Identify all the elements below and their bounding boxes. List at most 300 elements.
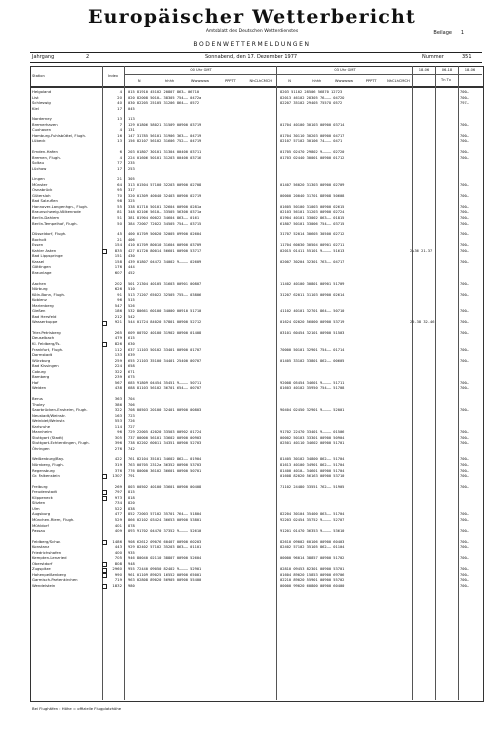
station-index: 202	[114, 280, 122, 286]
station-name: Neustadt/Weinstr.	[32, 412, 66, 418]
obs-03: 92203 02454 35752 9———— 52707	[280, 517, 345, 522]
pressure-code: 700—	[460, 572, 469, 577]
pressure-code: 700—	[460, 517, 469, 522]
col-t2: 06-18	[441, 68, 453, 72]
obs-03: 01407 56020 31303 00900 02709	[280, 182, 345, 187]
pressure-code: 700—	[460, 122, 469, 127]
obs-00: 704	[128, 396, 135, 401]
pressure-code: 700—	[460, 204, 469, 209]
obs-03: 02810 09453 82301 00900 53701	[280, 567, 345, 572]
obs-00: 820	[128, 501, 135, 506]
station-name: Soltau	[32, 160, 45, 166]
obs-03: 82402 57102 35105 862—— 01104	[280, 545, 345, 550]
station-name: Bad Lippspringe	[32, 253, 63, 259]
obs-03: 70000 50101 32901 754—— 01714	[280, 347, 345, 352]
station-index: 16	[117, 132, 122, 138]
obs-03: 71102 24480 33551 762—— 51905	[280, 484, 345, 489]
obs-03: 01704 40100 30103 00900 03714	[280, 122, 345, 127]
obs-03: 00000 96014 38857 00900 51702	[280, 556, 345, 561]
obs-00: 675	[128, 375, 135, 380]
station-index: 553	[114, 418, 122, 424]
obs-00: 955 72440 09050 82402 9———— 52901	[128, 567, 202, 572]
station-name: Bocholt	[32, 236, 47, 242]
obs-03: 11704 60030 30504 00901 02711	[280, 243, 345, 248]
station-name: Aachen	[32, 280, 47, 286]
station-name: Düsseldorf, Flugh.	[32, 231, 67, 237]
obs-00: 020 82008 5010— 38305 754—— 0472a	[128, 95, 202, 100]
pressure-code: 700—	[460, 320, 469, 325]
obs-03: 81405 30102 34800 862—— 51704	[280, 457, 345, 462]
obs-00: 609 00702 40100 31902 00900 01408	[128, 330, 202, 335]
station-index: 547	[114, 302, 122, 308]
info-line	[30, 54, 482, 62]
station-name: Mannheim	[32, 429, 52, 435]
obs-00: 430	[128, 254, 135, 259]
pressure-code: 700—	[460, 386, 469, 391]
obs-00: 515	[128, 298, 135, 303]
station-name: Frankfurt, Flugh.	[32, 346, 64, 352]
obs-03: 81613 40100 34901 862—— 51704	[280, 463, 345, 467]
station-name: Gütersloh	[32, 192, 51, 198]
report-date: Sonnabend, den 17. Dezember 1977	[205, 54, 298, 60]
sub-col-label: PPPTT	[365, 79, 377, 83]
obs-00: 637 11103 50102 33401 00900 01707	[128, 347, 202, 352]
beilage-number: 1	[460, 30, 464, 36]
obs-00: 348 02106 5610— 33505 56300 0371a	[128, 210, 202, 215]
pressure-code: 700—	[460, 193, 469, 198]
station-name: Freiburg	[32, 483, 48, 489]
pressure-code: 700—	[460, 408, 469, 413]
obs-03: 00002 50103 33301 00900 50904	[280, 435, 345, 440]
station-name: Kempten-Lenzried	[32, 555, 67, 561]
station-name: Essen	[32, 242, 44, 248]
station-name: Helgoland	[32, 89, 52, 94]
obs-03: 31707 52014 30605 30500 02712	[280, 232, 345, 237]
obs-00: 147 31785 56101 31906 363—— 04719	[128, 133, 202, 138]
station-name: Weiden	[32, 385, 47, 391]
station-name: List	[32, 94, 39, 100]
obs-03: 02007 30204 32301 763—— 04717	[280, 259, 345, 264]
station-index: 91	[117, 291, 122, 297]
pressure-code: 700—	[460, 259, 469, 264]
obs-00: 542	[128, 314, 135, 319]
obs-00: 400 01709 50020 32005 09900 02604	[128, 232, 202, 237]
station-index: 276	[114, 445, 122, 451]
obs-00: 908 62612 09076 60407 00900 60203	[128, 539, 202, 544]
obs-03: 31207 62011 31103 00900 02614	[280, 292, 345, 297]
station-name: Öhringen	[32, 445, 50, 451]
pressure-code: 700—	[460, 309, 469, 314]
pressure-code: 700—	[460, 512, 469, 517]
station-name: Bad Hersfeld	[32, 313, 57, 319]
sub-col-label: N	[288, 79, 291, 83]
obs-00: 410 01709 80010 31604 00900 03709	[128, 243, 202, 248]
pressure-code: 700—	[460, 484, 469, 489]
station-index: 808	[114, 560, 122, 566]
obs-00: 803 00502 40100 33601 00900 00408	[128, 484, 202, 489]
station-index: 626	[114, 286, 122, 292]
station-index: 479	[114, 335, 122, 341]
station-index: 133	[114, 352, 122, 358]
station-index: 45	[117, 231, 122, 237]
col-t3: 18-06	[464, 68, 476, 72]
station-index: 409	[114, 528, 122, 534]
header-rule-bottom	[30, 62, 482, 63]
obs-00: 658	[128, 364, 135, 369]
obs-03: 01703 02440 30001 00900 01712	[280, 155, 345, 160]
obs-00: 878	[128, 523, 135, 528]
obs-00: 113	[128, 117, 135, 122]
station-index: 70	[117, 192, 122, 198]
station-name: Braunlage	[32, 269, 52, 275]
nummer-value: 351	[462, 54, 472, 60]
obs-03: 01604 89020 15853 00900 69706	[280, 572, 345, 577]
obs-00: 439 01807 04472 34002 9———— 02609	[128, 259, 202, 264]
station-index: 13	[117, 116, 122, 122]
station-name: Karlsruhe	[32, 423, 51, 429]
obs-03: 92008 05454 34601 9———— 51711	[280, 380, 345, 385]
sub-col-label: hhhh	[312, 79, 322, 83]
station-name: Schleswig	[32, 100, 51, 106]
station-name: Würzburg	[32, 357, 51, 363]
station-index: 17	[117, 165, 122, 171]
col-divider	[412, 86, 413, 700]
obs-00: 706	[128, 402, 135, 407]
station-index: 797	[114, 489, 122, 495]
obs-03: 81400 4010— 34601 00900 51704	[280, 468, 345, 473]
station-index: 212	[114, 313, 122, 319]
col-index: Index	[108, 74, 118, 78]
jahrgang-value: 2	[86, 54, 90, 60]
station-name: Trier-Petrisberg	[32, 329, 61, 335]
page-subtitle: Amtsblatt des Deutschen Wetterdienstes	[205, 29, 299, 34]
obs-00: 615	[128, 336, 135, 341]
obs-03: 01705 02470 29802 9———— 02720	[280, 149, 345, 154]
station-index: 40	[117, 100, 122, 106]
station-index: 17	[117, 105, 122, 111]
station-name: Tholey	[32, 401, 45, 407]
station-index: 96	[117, 297, 122, 303]
obs-00: 444	[128, 265, 135, 270]
col-group-00: 00 Uhr GMT	[190, 68, 212, 72]
station-index: 51	[117, 215, 122, 220]
pressure-code: 700—	[460, 468, 469, 473]
obs-00: 253	[128, 166, 135, 171]
col-divider	[124, 86, 125, 700]
station-name: Bad Kissingen	[32, 363, 59, 369]
station-name: Stuttgart-Echterdingen, Flugh.	[32, 440, 90, 446]
obs-00: 963 02808 89020 56905 00900 55400	[128, 578, 202, 583]
station-name: Hof	[32, 379, 39, 385]
pressure-code: 700—	[460, 435, 469, 440]
obs-03: 90404 02450 32901 9———— 52001	[280, 408, 345, 413]
col-station: Station	[32, 74, 45, 78]
station-index: 20	[117, 94, 122, 100]
obs-00: 015 81910 45102 20807 863— 06710	[128, 90, 200, 94]
obs-00: 406	[128, 237, 135, 242]
obs-00: 510	[128, 287, 135, 292]
station-name: Nürburg	[32, 286, 48, 292]
station-index: 7	[119, 121, 122, 127]
station-index: 826	[114, 341, 122, 346]
station-index: 269	[114, 483, 122, 489]
obs-03: 82207 35102 29405 7557O 0572	[280, 101, 343, 106]
pressure-code: 700—	[460, 584, 469, 588]
station-index: 1307	[112, 473, 122, 479]
station-name: Oberstdorf	[32, 560, 53, 566]
station-index: 322	[114, 407, 122, 413]
obs-03: 91702 22470 33401 9———— 01506	[280, 430, 345, 435]
sub-col-label: N	[137, 79, 141, 83]
station-name: Freudenstadt	[32, 489, 57, 495]
station-name: Lingen	[32, 176, 45, 182]
station-index: 376	[114, 467, 122, 473]
obs-00: 729 22005 42020 33503 00902 01724	[128, 430, 202, 435]
station-name: Regensburg	[32, 467, 55, 473]
pressure-code: 700—	[460, 292, 469, 297]
obs-00: 685 91809 04454 35451 9———— 50711	[128, 380, 202, 385]
station-name: Koblenz	[32, 297, 47, 303]
obs-03: 8203 51102 28506 56870 12723	[280, 90, 343, 94]
pressure-code: 700—	[460, 248, 469, 253]
mountain-station-square-icon	[102, 321, 107, 326]
obs-03: 01704 30110 30203 00900 04717	[280, 133, 345, 138]
obs-00: 131	[128, 128, 135, 133]
station-index: 401	[114, 522, 122, 528]
col-group-03: 03 Uhr GMT	[334, 68, 356, 72]
obs-03: 81603 40102 35950 754—— 51708	[280, 386, 345, 391]
obs-00: 544 01724 84020 57801 00900 52712	[128, 320, 202, 325]
pressure-code: 700—	[460, 149, 469, 154]
pressure-code: 700—	[460, 155, 469, 160]
station-index: 151	[114, 253, 122, 259]
pressure-code: 700—	[460, 330, 469, 335]
obs-00: 325	[128, 199, 135, 204]
obs-00: 818	[128, 495, 135, 500]
obs-00: 688 81103 56102 36701 654—— 00707	[128, 386, 202, 391]
station-name: Kassel	[32, 258, 45, 264]
obs-00: 501 21304 40105 31603 00901 00807	[128, 281, 202, 286]
station-name: Weißenburg/Bay.	[32, 456, 64, 462]
obs-00: 513 71207 65022 32505 755—— 03806	[128, 292, 202, 297]
station-name: Augsburg	[32, 511, 51, 517]
station-index: 114	[114, 423, 122, 429]
obs-03: 02103 56101 31203 00900 02724	[280, 210, 345, 215]
obs-03: 11402 40100 30801 00901 51709	[280, 281, 345, 286]
station-name: Bad Salzuflen	[32, 198, 58, 204]
col-extra: Tn Tx	[441, 78, 451, 82]
obs-00: 224 01606 50101 31203 00400 03716	[128, 155, 202, 160]
station-name: Hohenpeißenberg	[32, 571, 66, 577]
station-name: Berlin-Tempelhof, Flugh.	[32, 220, 78, 226]
obs-00: 726	[128, 419, 135, 424]
obs-03: 81904 40101 33002 863—— 01815	[280, 216, 345, 220]
pressure-code: 700—	[460, 347, 469, 352]
station-index: 2960	[112, 566, 122, 572]
station-name: Berlin-Dahlem	[32, 215, 60, 220]
pressure-code: 700—	[460, 441, 469, 446]
station-index: 477	[114, 511, 122, 517]
station-index: 259	[114, 357, 122, 363]
station-index: 64	[117, 181, 122, 187]
station-name: Kiel	[32, 105, 39, 111]
obs-00: 526	[128, 303, 135, 308]
obs-00: 893 91702 04470 37352 9———— 52610	[128, 529, 202, 534]
beilage-label: Beilage	[433, 30, 452, 36]
station-name: Nürnberg, Flugh.	[32, 462, 64, 467]
station-index: 567	[114, 379, 122, 385]
obs-00: 980	[128, 584, 135, 588]
station-name: Coburg	[32, 368, 46, 374]
station-name: Weinbiet/Weinstr.	[32, 418, 66, 424]
station-name: Emden-Hafen	[32, 148, 58, 154]
station-index: 422	[114, 456, 122, 462]
pressure-code: 700—	[460, 221, 469, 226]
col-t1: 18-06	[418, 68, 430, 72]
station-index: 1486	[112, 538, 122, 544]
station-index: 239	[114, 374, 122, 380]
station-index: 265	[114, 329, 122, 335]
obs-00: 791	[128, 474, 135, 479]
obs-00: 639	[128, 353, 135, 358]
station-name: Osnabrück	[32, 187, 53, 193]
station-name: Lübeck	[32, 138, 46, 144]
station-name: Bremen, Flugh.	[32, 154, 61, 160]
pressure-code: 700—	[460, 556, 469, 561]
station-name: Feldberg/Schw.	[32, 538, 61, 544]
col-divider	[102, 66, 103, 86]
station-name: Mühldorf	[32, 522, 49, 528]
station-index: 443	[114, 544, 122, 550]
station-index: 95	[117, 187, 122, 193]
pressure-code: 700—	[460, 474, 469, 479]
obs-03: 82013 46102 28305 76——— 0472O	[280, 95, 345, 100]
obs-03: 02501 40110 34602 00900 51701	[280, 441, 345, 446]
sub-col-label: Wwwwww	[190, 79, 210, 83]
col-divider	[458, 86, 459, 700]
station-index: 6	[119, 148, 122, 154]
station-name: Norderney	[32, 116, 52, 122]
obs-03: 82204 30104 35400 863—— 51704	[280, 512, 345, 517]
station-index: 186	[114, 308, 122, 314]
station-name: Saarbrücken-Ensheim, Flugh.	[32, 407, 88, 413]
obs-00: 763 00705 2312a 36352 00900 53703	[128, 463, 202, 467]
station-name: Marienberg	[32, 302, 54, 308]
station-index: 921	[114, 319, 122, 325]
pressure-code: 700—	[460, 578, 469, 583]
station-index: 319	[114, 462, 122, 467]
station-name: Hamburg-Fuhlsbüttel, Flugh.	[32, 132, 87, 138]
station-index: 4	[119, 154, 122, 160]
obs-03: 02210 89020 55901 00900 55702	[280, 578, 345, 583]
header-rule-top	[30, 52, 482, 53]
col-divider	[435, 86, 436, 700]
pressure-code: 700—	[460, 182, 469, 187]
station-name: Wasserkuppe	[32, 319, 58, 325]
station-name: Darmstadt	[32, 352, 53, 358]
obs-03: 01605 50100 31003 00900 02615	[280, 204, 345, 209]
station-index: 835	[114, 247, 122, 253]
station-index: 21	[117, 236, 122, 242]
col-divider	[124, 66, 125, 86]
station-name: Göttingen	[32, 264, 51, 270]
station-index: 77	[117, 160, 122, 166]
station-index: 112	[114, 346, 122, 352]
station-index: 305	[114, 434, 122, 440]
obs-03: 41102 40101 32701 864—— 50710	[280, 309, 345, 314]
obs-00: 235	[128, 161, 135, 166]
pressure-code: 700—	[460, 95, 469, 100]
station-name: Braunschweig-Völkenrode	[32, 209, 81, 215]
pressure-code: 700—	[460, 567, 469, 572]
pressure-code: 700—	[460, 463, 469, 467]
obs-03: 01608 82020 56163 00900 53710	[280, 474, 345, 479]
station-name: Berus	[32, 395, 43, 401]
obs-00: 427 01720 80014 56601 00900 53717	[128, 248, 202, 253]
obs-00: 532 80661 60100 34000 00910 51710	[128, 309, 202, 314]
obs-03: 00000 99020 60800 00900 60400	[280, 584, 345, 588]
obs-00: 305	[128, 177, 135, 182]
footnote: Bei Flughäfen : Höhe = offizielle Flugplatzhöhe	[32, 706, 122, 711]
station-name: Garmisch-Partenkirchen	[32, 577, 78, 583]
obs-00: 948	[128, 561, 135, 566]
jahrgang-label: Jahrgang	[32, 54, 55, 60]
station-index: 21	[117, 176, 122, 182]
station-index: 322	[114, 368, 122, 374]
station-index: 50	[117, 220, 122, 226]
station-index: 363	[114, 395, 122, 401]
obs-00: 045	[128, 106, 135, 111]
obs-00: 946 80040 02110 38807 00900 52604	[128, 556, 202, 561]
pressure-code: 700—	[460, 457, 469, 462]
obs-00: 935	[128, 550, 135, 555]
station-name: Kl. Feldberg/Ts.	[32, 341, 61, 346]
station-index: 176	[114, 264, 122, 270]
mountain-station-square-icon	[102, 474, 107, 479]
sub-col-label: PPPTT	[224, 79, 236, 83]
obs-00: 727	[128, 424, 135, 429]
obs-00: 815	[128, 490, 135, 495]
station-name: München-Riem, Flugh.	[32, 516, 75, 522]
station-index: 1832	[112, 583, 122, 588]
station-name: Konstanz	[32, 544, 50, 550]
station-index: 607	[114, 269, 122, 275]
station-index: 973	[114, 494, 122, 500]
station-index: 990	[114, 571, 122, 577]
pressure-code: 700—	[460, 539, 469, 544]
pressure-code: 700—	[460, 139, 469, 144]
col-divider	[124, 74, 412, 75]
station-index: 154	[114, 242, 122, 248]
pressure-code: 700—	[460, 529, 469, 534]
col-divider	[276, 66, 277, 86]
obs-03: 02015 01411 55101 9———— 51613	[280, 248, 345, 253]
obs-00: 929 82402 57102 35203 863—— 01101	[128, 545, 202, 550]
obs-00: 708 00503 20100 32401 00900 00803	[128, 408, 202, 413]
pressure-code: 700—	[460, 210, 469, 215]
obs-00: 738 02202 60011 34351 00900 52703	[128, 441, 202, 446]
station-index: 158	[114, 258, 122, 264]
station-index: 13	[117, 138, 122, 144]
station-name: Sitzten	[32, 500, 46, 506]
station-index: 529	[114, 516, 122, 522]
station-index: 224	[114, 363, 122, 369]
station-index: 734	[114, 500, 122, 506]
obs-03: 00000 20040 31701 88908 50608	[280, 193, 345, 198]
station-index: 396	[114, 440, 122, 446]
station-name: Klippeneck	[32, 494, 53, 500]
section-title: BODENWETTERMELDUNGEN	[193, 41, 311, 48]
